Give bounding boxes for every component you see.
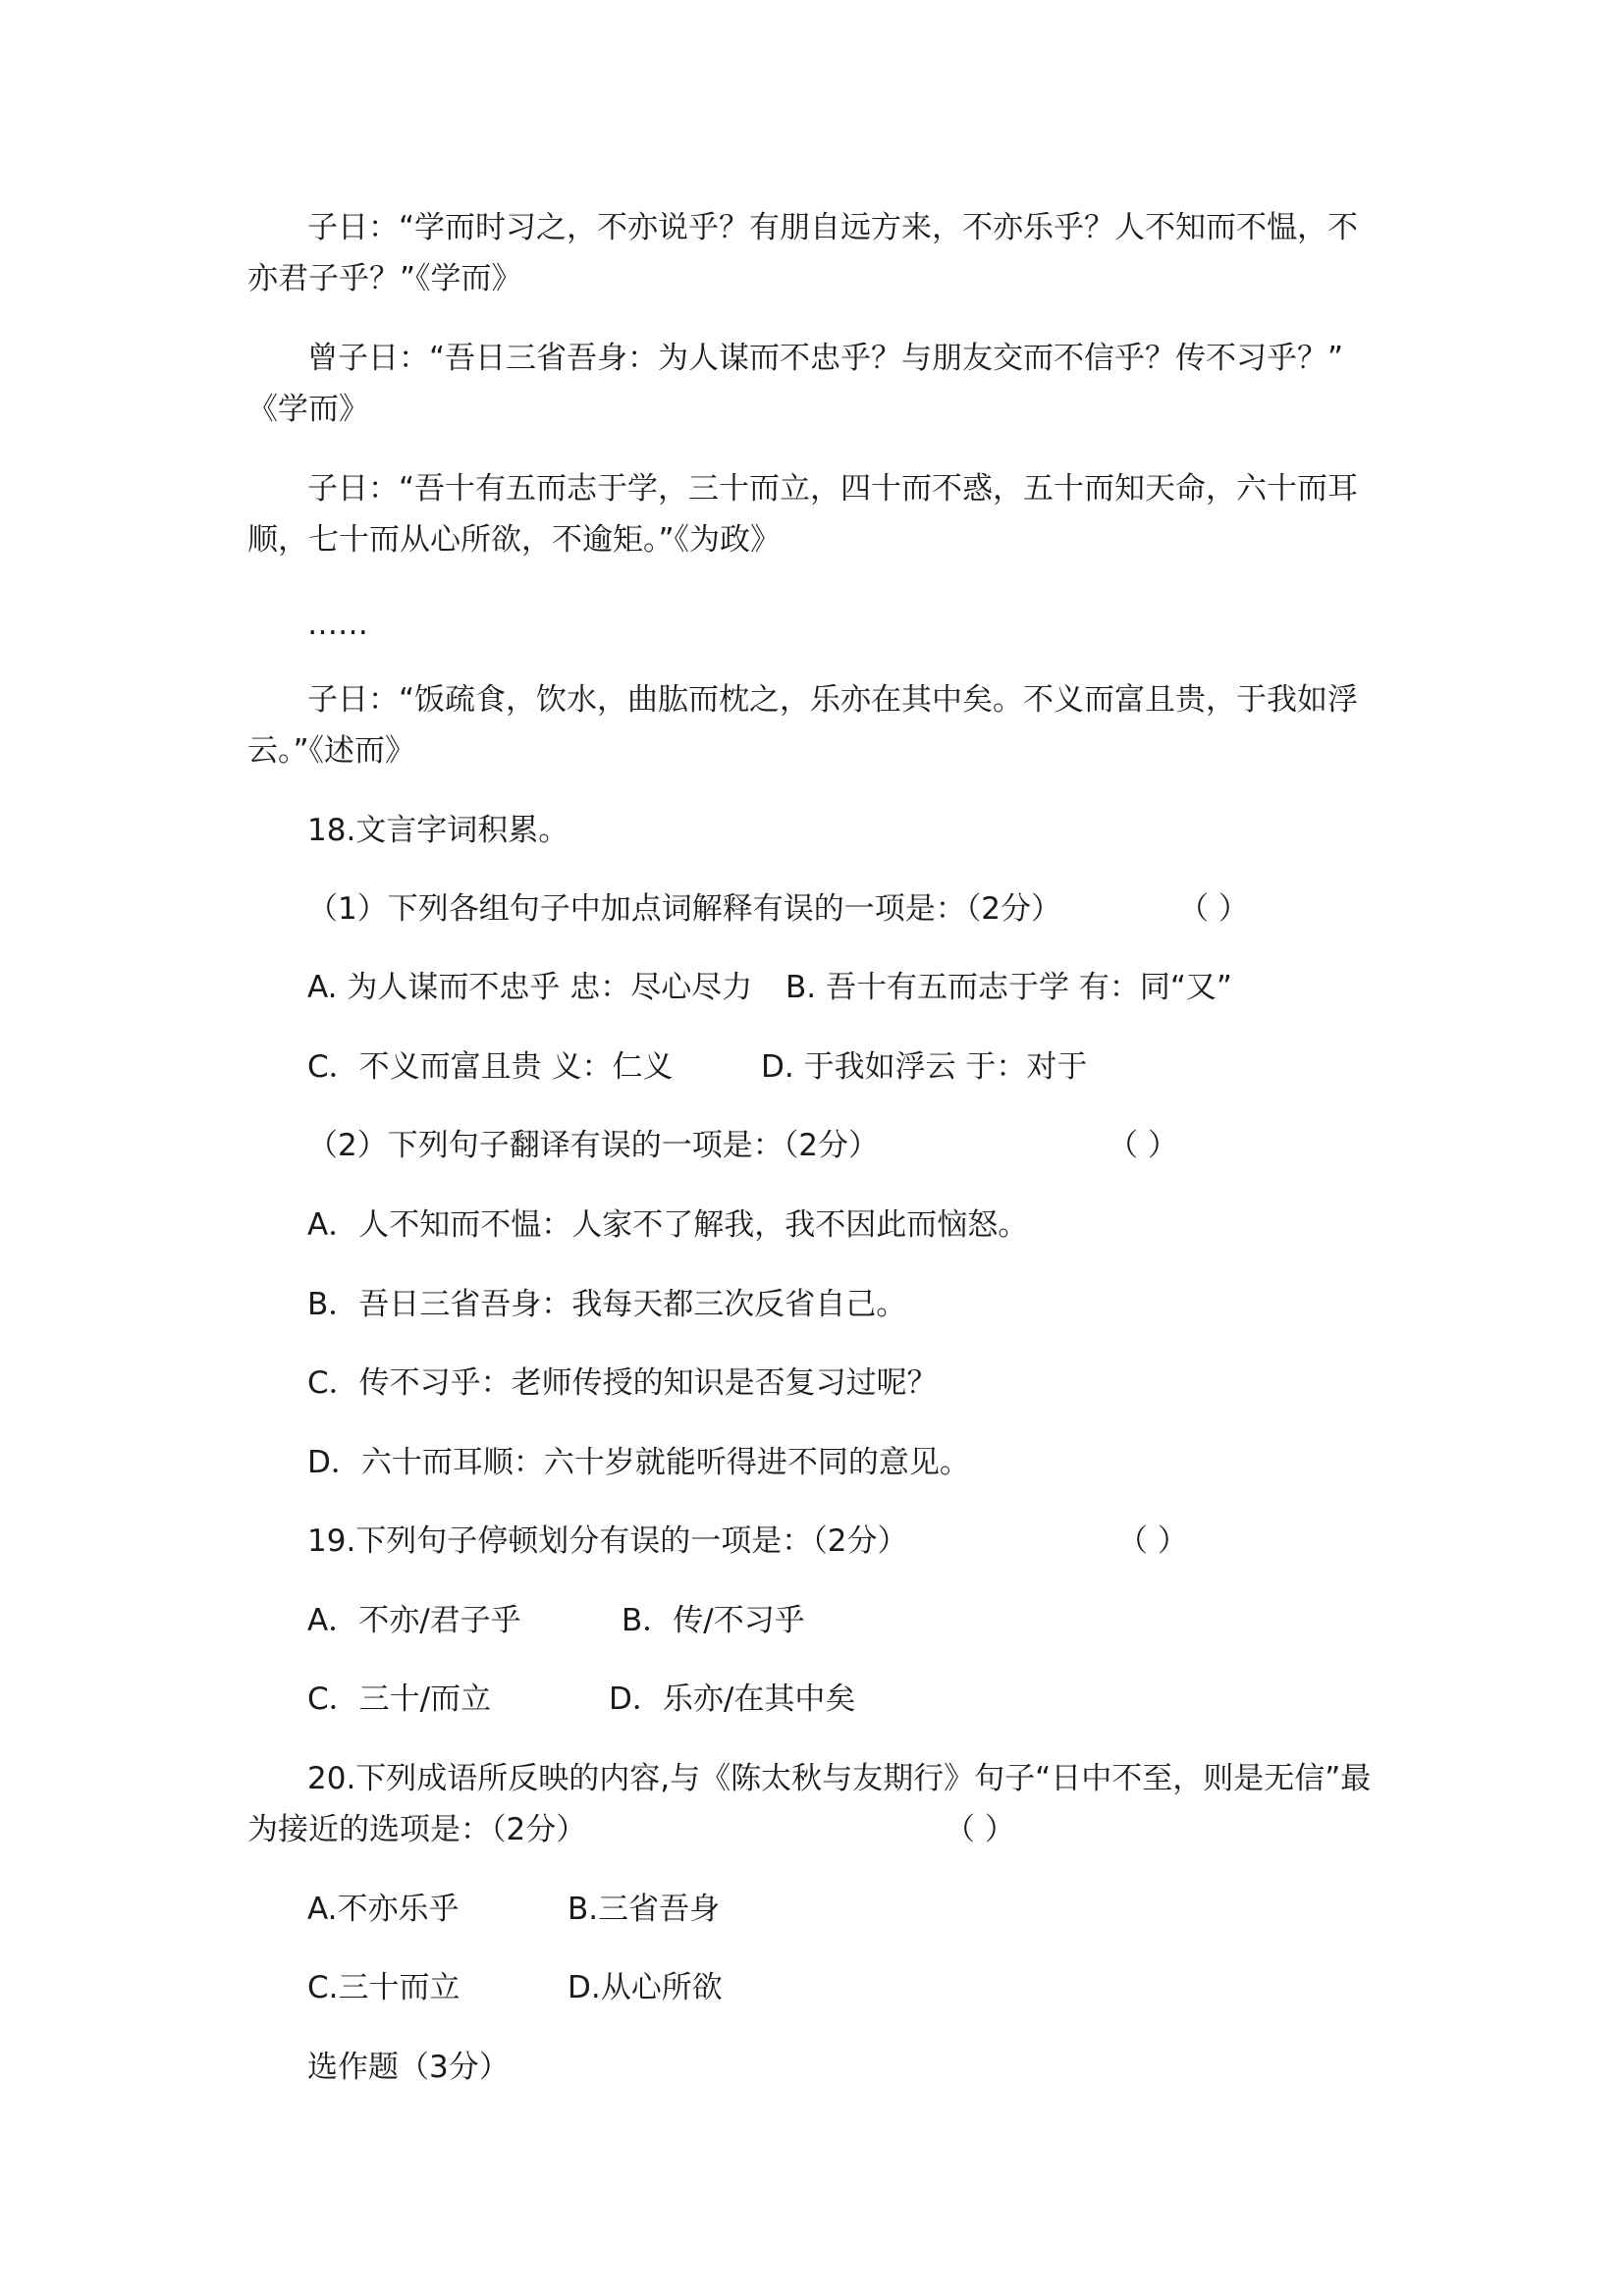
q19-row-ab [307, 1601, 805, 1640]
q18-sub2-option-d: D．六十而耳顺：六十岁就能听得进不同的意见。 [307, 1445, 970, 1480]
q20-row-ab [307, 1890, 721, 1929]
q18-sub1-answer-paren: （ ） [1178, 891, 1249, 927]
q20-option-a: A.不亦乐乎 [307, 1892, 460, 1927]
passage-5-line-1: 子日：“饭疏食，饮水，曲肱而枕之，乐亦在其中矣。不义而富且贵，于我如浮 [307, 682, 1359, 718]
q19-answer-paren: （ ） [1117, 1523, 1188, 1559]
q18-sub1-option-a: A. 为人谋而不忠乎 忠：尽心尽力 [307, 970, 753, 1005]
passage-2-line-2: 《学而》 [247, 392, 369, 427]
q20-stem-line-1: 20.下列成语所反映的内容,与《陈太秋与友期行》句子“日中不至，则是无信”最 [307, 1761, 1372, 1796]
q19-option-a: A．不亦/君子乎 [307, 1603, 521, 1638]
q18-sub1-option-d: D. 于我如浮云 于：对于 [761, 1049, 1088, 1085]
q18-sub1-row-ab [307, 968, 1232, 1007]
q18-sub1-stem [307, 889, 1249, 929]
q19-stem [307, 1522, 1188, 1561]
q19-row-cd [307, 1680, 856, 1719]
q19-option-c: C．三十/而立 [307, 1682, 492, 1717]
q18-sub1-option-b: B. 吾十有五而志于学 有：同“又” [785, 970, 1232, 1005]
q18-sub2-stem [307, 1126, 1178, 1165]
q19-option-b: B．传/不习乎 [622, 1603, 805, 1638]
q18-sub1-option-c: C．不义而富且贵 义：仁义 [307, 1049, 674, 1085]
q18-sub1-stem-text: （1）下列各组句子中加点词解释有误的一项是：（2分） [307, 891, 1061, 927]
q18-sub2-option-a: A．人不知而不愠：人家不了解我，我不因此而恼怒。 [307, 1207, 1029, 1243]
q18-sub2-option-b: B．吾日三省吾身：我每天都三次反省自己。 [307, 1287, 907, 1322]
q18-title: 18.文言字词积累。 [307, 813, 569, 848]
q18-sub2-option-c: C．传不习乎：老师传授的知识是否复习过呢？ [307, 1365, 938, 1401]
q19-option-d: D．乐亦/在其中矣 [609, 1682, 856, 1717]
passage-2-line-1: 曾子日：“吾日三省吾身：为人谋而不忠乎？与朋友交而不信乎？传不习乎？” [307, 341, 1344, 376]
q20-option-b: B.三省吾身 [568, 1892, 721, 1927]
essay-title: 选作题（3分） [307, 2050, 510, 2085]
q18-sub2-answer-paren: （ ） [1108, 1128, 1178, 1163]
q20-stem-line-2 [247, 1810, 1015, 1849]
q20-option-d: D.从心所欲 [568, 1970, 723, 2005]
q19-stem-text: 19.下列句子停顿划分有误的一项是：（2分） [307, 1523, 908, 1559]
passage-1-line-2: 亦君子乎？”《学而》 [247, 261, 522, 296]
q20-row-cd [307, 1968, 723, 2007]
passage-ellipsis: …… [307, 607, 368, 642]
passage-3-line-2: 顺，七十而从心所欲，不逾矩。”《为政》 [247, 522, 782, 558]
passage-5-line-2: 云。”《述而》 [247, 733, 416, 769]
q20-option-c: C.三十而立 [307, 1970, 460, 2005]
q20-answer-paren: （ ） [945, 1812, 1015, 1847]
passage-1-line-1: 子日：“学而时习之，不亦说乎？有朋自远方来，不亦乐乎？人不知而不愠，不 [307, 210, 1359, 245]
q18-sub2-stem-text: （2）下列句子翻译有误的一项是：（2分） [307, 1128, 879, 1163]
q20-stem-line-2-text: 为接近的选项是：（2分） [247, 1812, 587, 1847]
passage-3-line-1: 子日：“吾十有五而志于学，三十而立，四十而不惑，五十而知天命，六十而耳 [307, 471, 1359, 507]
q18-sub1-row-cd [307, 1047, 1088, 1087]
